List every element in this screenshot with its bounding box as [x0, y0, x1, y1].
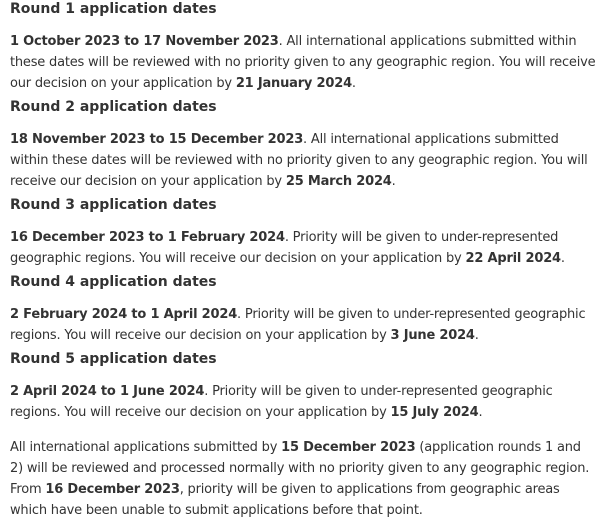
round-1-heading: Round 1 application dates	[10, 1, 217, 17]
round-1-section	[10, 0, 597, 98]
round-3-heading: Round 3 application dates	[10, 197, 217, 213]
round-2-decision-date: 25 March 2024	[285, 174, 392, 189]
round-3-description	[10, 227, 597, 269]
round-3-text: . Priority will be given to under-represented geographic regions. You will receive our decision on your application by	[10, 230, 559, 266]
round-1-end: .	[351, 76, 356, 91]
round-3-section	[10, 196, 597, 273]
round-5-section	[10, 350, 597, 427]
round-5-description	[10, 381, 597, 423]
round-1-decision-date: 21 January 2024	[235, 76, 352, 91]
round-4-description	[10, 304, 597, 346]
round-1-description	[10, 31, 597, 94]
closing-paragraph	[10, 437, 597, 521]
closing-text-2: (application rounds 1 and 2) will be reviewed and processed normally with no priority given to any geographic region. From	[10, 440, 590, 497]
round-4-section	[10, 273, 597, 350]
round-5-decision-date: 15 July 2024	[390, 405, 479, 420]
round-4-decision-date: 3 June 2024	[390, 328, 475, 343]
round-2-description	[10, 129, 597, 192]
round-1-date-range: 1 October 2023 to 17 November 2023	[10, 34, 279, 49]
round-2-end: .	[391, 174, 396, 189]
round-5-end: .	[478, 405, 483, 420]
round-2-text: . All international applications submitted within these dates will be reviewed with no priority given to any geographic region. You will receive our decision on your application by	[10, 132, 588, 189]
round-3-end: .	[560, 251, 565, 266]
round-2-section	[10, 98, 597, 196]
round-3-date-range: 16 December 2023 to 1 February 2024	[10, 230, 285, 245]
round-2-heading: Round 2 application dates	[10, 99, 217, 115]
closing-text-1: All international applications submitted by	[10, 440, 282, 455]
round-4-end: .	[474, 328, 479, 343]
closing-text-3: , priority will be given to applications from geographic areas which have been unable to submit applications before that point.	[10, 482, 560, 518]
closing-bold-date-1: 15 December 2023	[281, 440, 416, 455]
round-3-decision-date: 22 April 2024	[465, 251, 561, 266]
round-4-heading: Round 4 application dates	[10, 274, 217, 290]
round-2-date-range: 18 November 2023 to 15 December 2023	[10, 132, 304, 147]
round-5-text: . Priority will be given to under-represented geographic regions. You will receive our decision on your application by	[10, 384, 553, 420]
round-4-text: . Priority will be given to under-represented geographic regions. You will receive our decision on your application by	[10, 307, 586, 343]
closing-bold-date-2: 16 December 2023	[45, 482, 180, 497]
round-4-date-range: 2 February 2024 to 1 April 2024	[10, 307, 238, 322]
round-5-date-range: 2 April 2024 to 1 June 2024	[10, 384, 205, 399]
round-1-text: . All international applications submitted within these dates will be reviewed with no priority given to any geographic region. You will receive our decision on your application by	[10, 34, 596, 91]
round-5-heading: Round 5 application dates	[10, 351, 217, 367]
